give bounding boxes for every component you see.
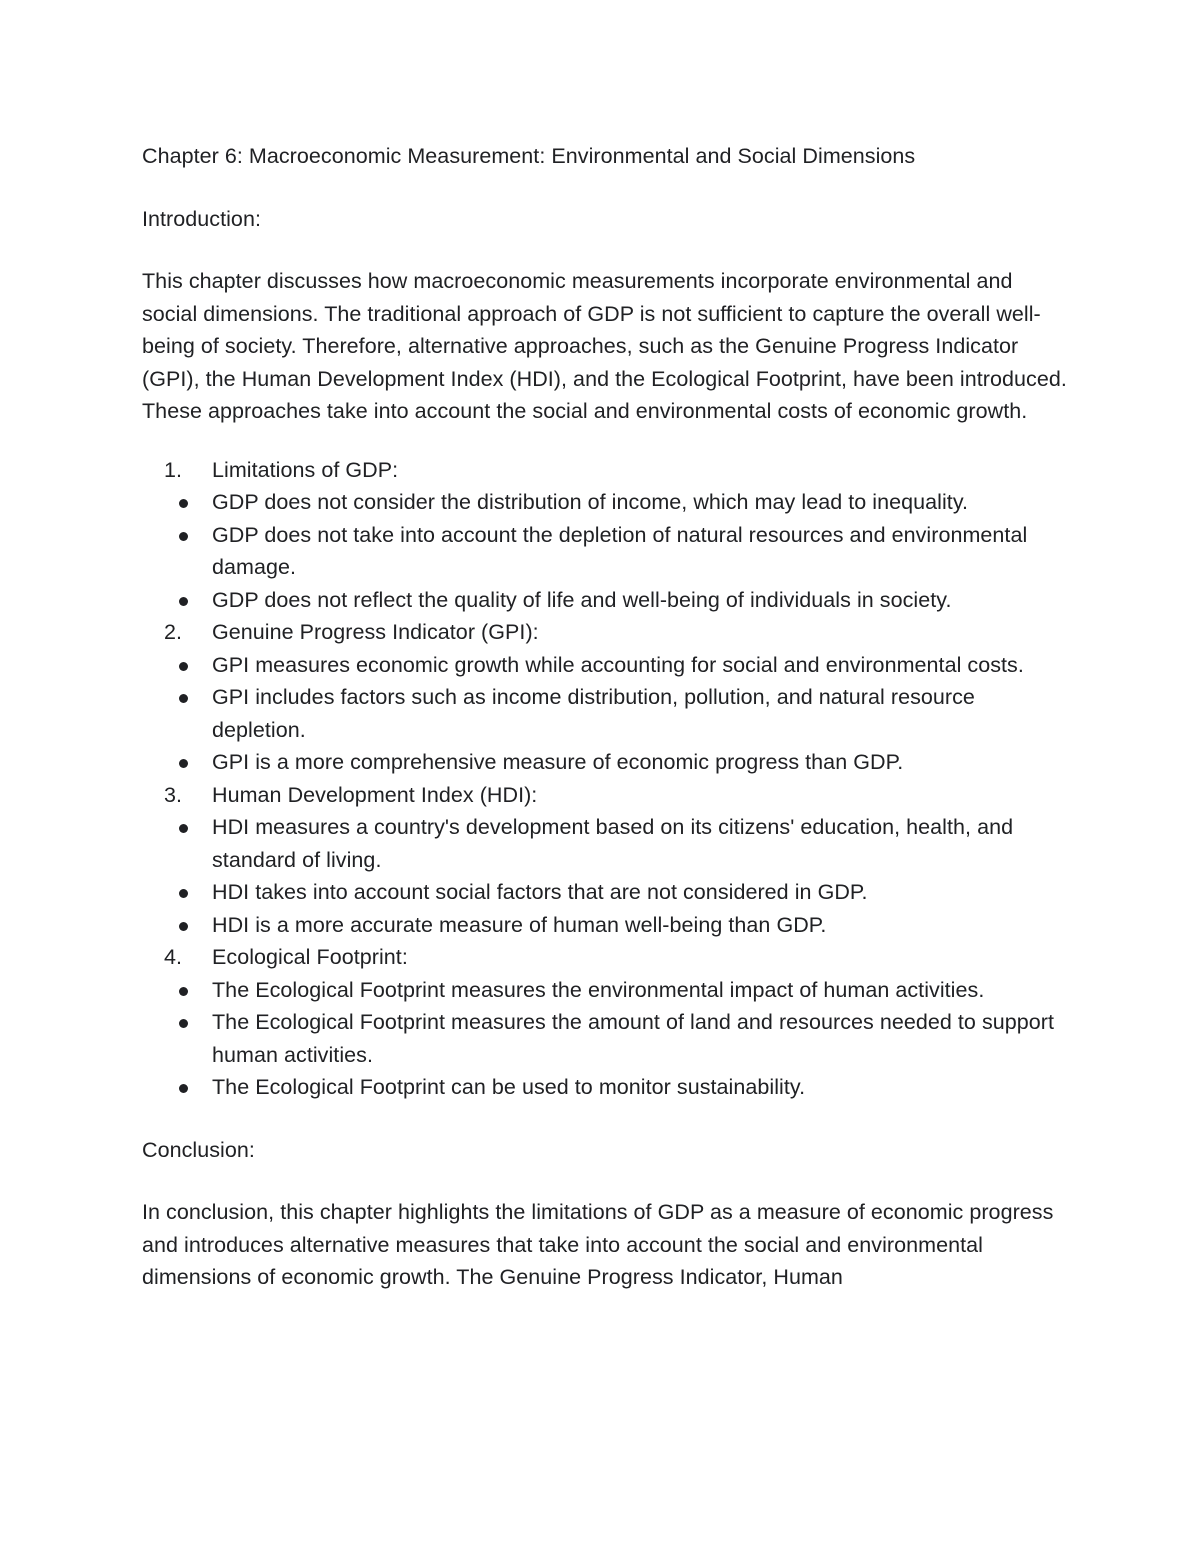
introduction-heading: Introduction: [142, 206, 261, 231]
list-item-text: GDP does not take into account the depletion of natural resources and environmental damage. [212, 522, 1028, 579]
list-item-text: HDI measures a country's development based on its citizens' education, health, and standard of living. [212, 815, 1014, 872]
list-number: 3. [164, 782, 183, 807]
bullet-list-item [142, 1006, 1072, 1071]
bullet-list-item [142, 974, 1072, 1007]
list-item-text: Ecological Footprint: [212, 945, 408, 969]
introduction-paragraph: This chapter discusses how macroeconomic measurements incorporate environmental and social dimensions. The traditional approach of GDP is not sufficient to capture the overall well-being of society. Therefore, alternative approaches, such as the Genuine Progress Indicator (GPI), the Human Development Index (HDI), and the Ecological Footprint, have been introduced. These approaches take into account the social and environmental costs of economic growth. [142, 269, 1067, 423]
bullet-icon [179, 662, 188, 671]
list-number: 1. [164, 457, 183, 482]
bullet-list-item [142, 876, 1072, 909]
list-item-text: HDI is a more accurate measure of human well-being than GDP. [212, 912, 827, 937]
bullet-icon [179, 987, 188, 996]
list-item-text: GPI measures economic growth while accounting for social and environmental costs. [212, 652, 1024, 677]
bullet-icon [179, 1084, 188, 1093]
conclusion-paragraph: In conclusion, this chapter highlights the limitations of GDP as a measure of economic progress and introduces alternative measures that take into account the social and environmental dimensions of economic growth. The Genuine Progress Indicator, Human [142, 1200, 1054, 1289]
list-item-text: The Ecological Footprint measures the environmental impact of human activities. [212, 977, 985, 1002]
bullet-icon [179, 889, 188, 898]
bullet-icon [179, 824, 188, 833]
numbered-list-item [142, 616, 1072, 649]
bullet-icon [179, 532, 188, 541]
list-item-text: GDP does not consider the distribution of income, which may lead to inequality. [212, 490, 969, 514]
list-number: 4. [164, 945, 183, 969]
list-item-text: GPI is a more comprehensive measure of economic progress than GDP. [212, 750, 904, 774]
list-item-text: Limitations of GDP: [212, 457, 399, 482]
bullet-list-item [142, 1071, 1072, 1104]
bullet-icon [179, 759, 188, 768]
list-item-text: HDI takes into account social factors that are not considered in GDP. [212, 880, 868, 904]
measures-list [142, 454, 1072, 1104]
list-item-text: GPI includes factors such as income distribution, pollution, and natural resource depletion. [212, 685, 975, 742]
bullet-list-item [142, 811, 1072, 876]
bullet-list-item [142, 746, 1072, 779]
bullet-icon [179, 597, 188, 606]
list-item-text: Human Development Index (HDI): [212, 782, 538, 807]
bullet-list-item [142, 486, 1072, 519]
document-body [142, 140, 1072, 1294]
list-item-text: The Ecological Footprint can be used to monitor sustainability. [212, 1075, 806, 1099]
list-item-text: GDP does not reflect the quality of life and well-being of individuals in society. [212, 587, 952, 612]
bullet-icon [179, 694, 188, 703]
bullet-icon [179, 922, 188, 931]
numbered-list-item [142, 779, 1072, 812]
bullet-icon [179, 499, 188, 508]
bullet-list-item [142, 909, 1072, 942]
bullet-list-item [142, 649, 1072, 682]
bullet-list-item [142, 584, 1072, 617]
numbered-list-item [142, 941, 1072, 974]
conclusion-heading: Conclusion: [142, 1137, 255, 1162]
list-item-text: Genuine Progress Indicator (GPI): [212, 620, 539, 644]
bullet-list-item [142, 681, 1072, 746]
numbered-list-item [142, 454, 1072, 487]
chapter-title: Chapter 6: Macroeconomic Measurement: Environmental and Social Dimensions [142, 144, 916, 168]
list-item-text: The Ecological Footprint measures the amount of land and resources needed to support human activities. [212, 1010, 1055, 1067]
list-number: 2. [164, 620, 183, 644]
bullet-icon [179, 1019, 188, 1028]
bullet-list-item [142, 519, 1072, 584]
